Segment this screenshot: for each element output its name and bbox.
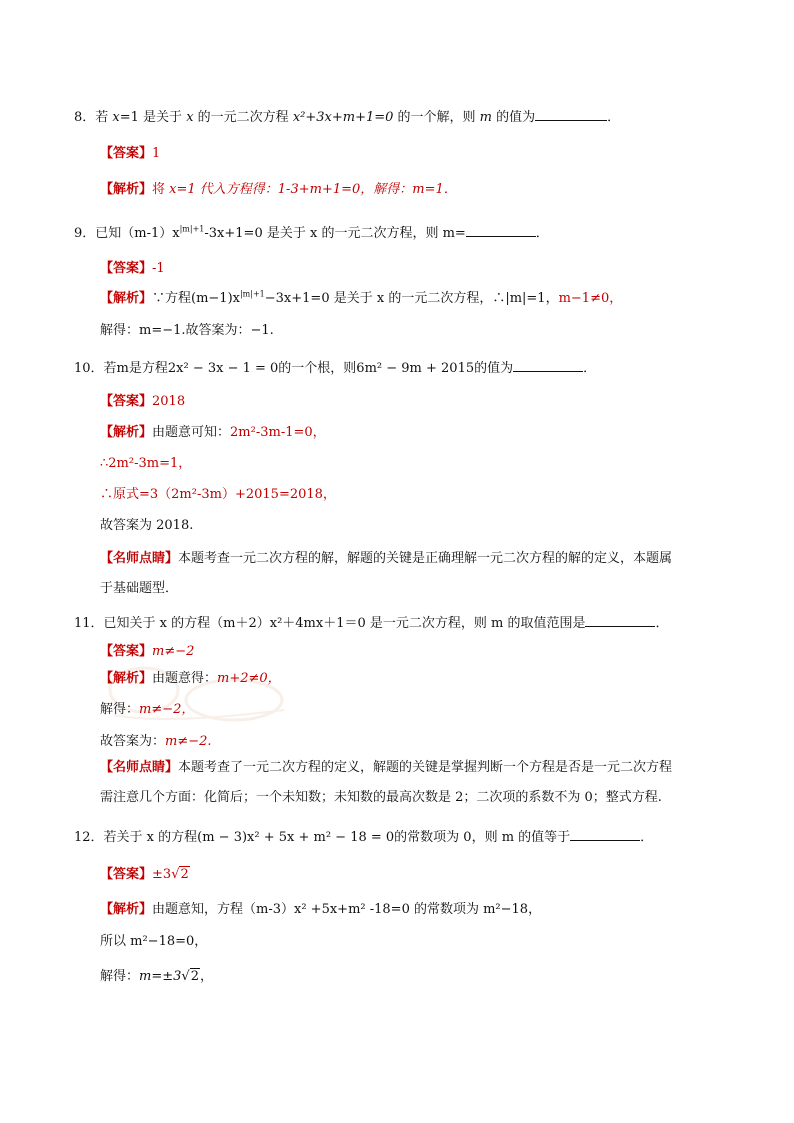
tip-label: 【名师点睛】 — [100, 760, 179, 775]
question-9: 9．已知$(m-1)x^{|m|+1}-3x+1=0$ 是关于 x 的一元二次方程，则 m= ． — [74, 222, 549, 243]
answer-value: m≠−2 — [152, 644, 195, 659]
tip-11-cont: 需注意几个方面：化简后；一个未知数；未知数的最高次数是 2；二次项的系数不为 0；整式方程. — [100, 790, 662, 805]
explanation-12-step2: 所以 m²−18=0， — [100, 934, 208, 949]
answer-label: 【答案】 — [100, 644, 153, 659]
answer-value: ±3 — [152, 867, 172, 882]
answer-blank — [570, 826, 640, 841]
explanation-9: 【解析】∵方程$(m-1)x^{|m|+1}-3x+1=0$ 是关于 x 的一元二次方程，∴|m|=1，m−1≠0， — [100, 289, 623, 306]
answer-11 — [100, 643, 194, 661]
answer-8 — [100, 145, 160, 163]
tip-10: 【名师点睛】本题考查一元二次方程的解，解题的关键是正确理解一元二次方程的解的定义，本题属 — [100, 551, 673, 566]
tip-label: 【名师点睛】 — [100, 551, 179, 566]
explanation-11-step2: 解得：m≠−2， — [100, 702, 195, 717]
explanation-12: 【解析】由题意知，方程（m-3）x² +5x+m² -18=0 的常数项为 m²−18， — [100, 902, 542, 917]
explanation-label: 【解析】 — [100, 182, 153, 197]
answer-blank — [513, 357, 583, 372]
sqrt-symbol: √2 — [181, 969, 199, 984]
tip-11: 【名师点睛】本题考查了一元二次方程的定义，解题的关键是掌握判断一个方程是否是一元二次方程 — [100, 760, 673, 775]
explanation-label: 【解析】 — [100, 291, 153, 306]
question-number: 9． — [74, 226, 96, 241]
question-number: 10． — [74, 361, 104, 376]
answer-value: -1 — [152, 261, 165, 276]
answer-blank — [535, 106, 607, 121]
answer-value: 2018 — [152, 394, 186, 409]
explanation-10-step4: 故答案为 2018. — [100, 518, 194, 533]
tip-10-cont: 于基础题型． — [100, 581, 179, 596]
answer-12 — [100, 866, 190, 884]
answer-label: 【答案】 — [100, 261, 153, 276]
answer-label: 【答案】 — [100, 867, 153, 882]
question-number: 12． — [74, 830, 104, 845]
explanation-8: 【解析】将 x=1 代入方程得：1-3+m+1=0，解得：m=1． — [100, 182, 457, 197]
explanation-10-step3: ∴原式=3（2m²-3m）+2015=2018， — [100, 487, 336, 502]
answer-blank — [466, 222, 536, 237]
explanation-label: 【解析】 — [100, 902, 153, 917]
question-8: 8．若 x=1 是关于 x 的一元二次方程 x²+3x+m+1=0 的一个解，则 m 的值为 ． — [74, 106, 620, 127]
question-11: 11．已知关于 x 的方程（m＋2）x²＋4mx＋1＝0 是一元二次方程，则 m 的取值范围是 ． — [74, 612, 669, 633]
answer-value: 1 — [152, 146, 161, 161]
question-12: 12．若关于 x 的方程(m − 3)x² + 5x + m² − 18 = 0的常数项为 0，则 m 的值等于 ． — [74, 826, 653, 847]
question-number: 11． — [74, 616, 104, 631]
explanation-11: 【解析】由题意得：m+2≠0， — [100, 671, 281, 686]
explanation-10-step2: ∴2m²-3m=1， — [100, 456, 192, 471]
explanation-label: 【解析】 — [100, 425, 153, 440]
sqrt-symbol: √2 — [171, 867, 189, 882]
solution-9: 解得：m=−1.故答案为：−1. — [100, 323, 274, 338]
question-10: 10．若m是方程2x² − 3x − 1 = 0的一个根，则6m² − 9m + 2015的值为 ． — [74, 357, 596, 378]
explanation-10: 【解析】由题意可知：2m²-3m-1=0， — [100, 425, 326, 440]
answer-blank — [585, 612, 655, 627]
answer-10 — [100, 393, 185, 411]
answer-label: 【答案】 — [100, 146, 153, 161]
explanation-label: 【解析】 — [100, 671, 153, 686]
answer-label: 【答案】 — [100, 394, 153, 409]
explanation-12-step3: 解得：m=±3√2， — [100, 969, 213, 984]
question-number: 8． — [74, 110, 96, 125]
equation: x²+3x+m+1=0 — [292, 110, 394, 125]
answer-9 — [100, 260, 165, 278]
explanation-11-step3: 故答案为：m≠−2. — [100, 734, 212, 749]
